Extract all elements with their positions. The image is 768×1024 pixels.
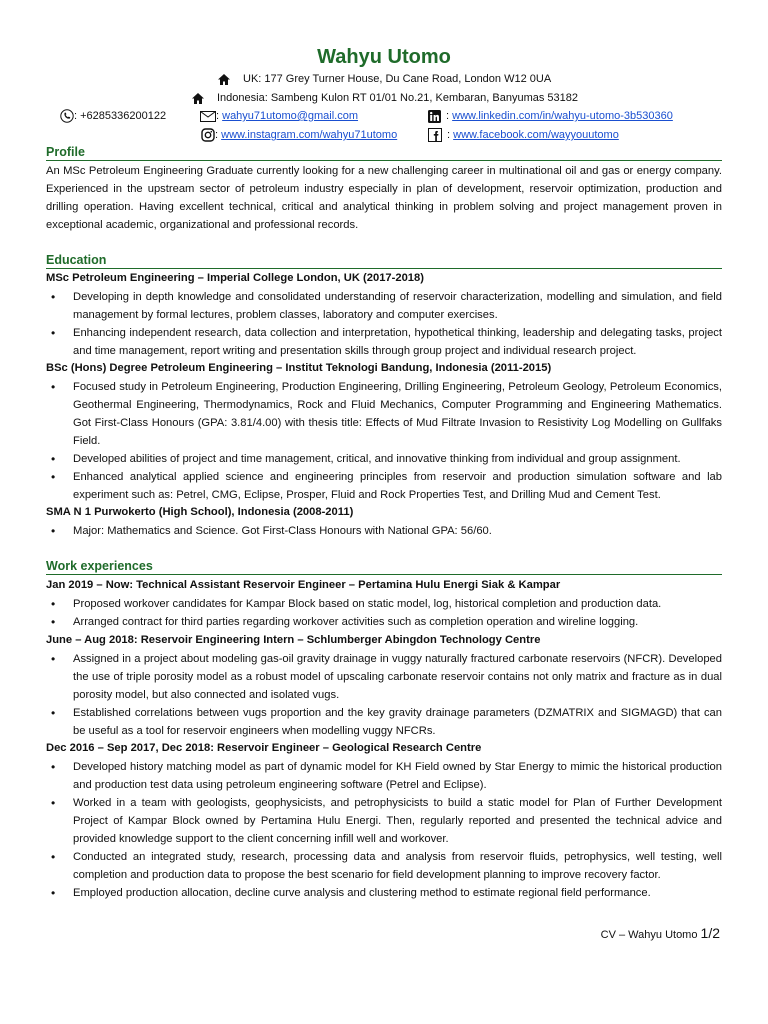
list-item: • Employed production allocation, decline curve analysis and clustering method to estimate regional field performance. <box>46 884 722 902</box>
education-bsc-bullets <box>46 378 722 504</box>
education-entry-highschool: SMA N 1 Purwokerto (High School), Indonesia (2008-2011) <box>46 506 354 518</box>
email-separator: : <box>216 110 223 122</box>
instagram-separator: : <box>215 129 222 141</box>
list-item: • Conducted an integrated study, research, processing data and analysis from reservoir fluids, petrophysics, well testing, well completion and production data to propose the best scenario for field development planning to improve recovery factor. <box>46 848 722 884</box>
education-heading: Education <box>46 252 722 269</box>
facebook <box>428 127 619 143</box>
profile-text: An MSc Petroleum Engineering Graduate currently looking for a new challenging career in multinational oil and gas or energy company. Experienced in the upstream sector of petroleum industry especially in plan of development, reservoir optimization, production and drilling operation. Having excellent technical, critical and analytical thinking in problem solving and project management proven in exceptional academic, organizational and professional records. <box>46 165 722 231</box>
list-item: • Focused study in Petroleum Engineering, Production Engineering, Drilling Engineering, Petroleum Geology, Petroleum Economics, Geothermal Engineering, Thermodynamics, Rock and Fluid Mechanics, Computer Programming and Engineering Mathematics. Got First-Class Honours (GPA: 3.81/4.00) with thesis title: Effects of Mud Filtrate Invasion to Resistivity Log Modelling on Gullfaks Field. <box>46 378 722 450</box>
work-pertamina-bullets <box>46 595 722 631</box>
email-icon <box>200 111 216 122</box>
list-item: • Developing in depth knowledge and consolidated understanding of reservoir characterization, modelling and simulation, and field management by formal lectures, problem classes, laboratory and computer exercises. <box>46 288 722 324</box>
list-item: • Major: Mathematics and Science. Got First-Class Honours with National GPA: 56/60. <box>46 522 722 540</box>
instagram-icon <box>201 128 215 142</box>
email <box>200 108 358 124</box>
instagram <box>201 127 397 143</box>
list-item: • Worked in a team with geologists, geophysicists, and petrophysicists to build a static model for Plan of Further Development Project of Kampar Block owned by Pertamina Hulu Energi. Then, regularly reported and presented the technical advice and provided knowledge support to the client concerning infill well and workover. <box>46 794 722 848</box>
address-indonesia <box>192 90 578 106</box>
education-entry-bsc: BSc (Hons) Degree Petroleum Engineering – Institut Teknologi Bandung, Indonesia (2011-2015) <box>46 362 552 374</box>
home-icon <box>218 74 230 85</box>
list-item: • Arranged contract for third parties regarding workover activities such as completion operation and wireline logging. <box>46 613 722 631</box>
education-highschool-bullets <box>46 522 722 540</box>
instagram-link[interactable]: www.instagram.com/wahyu71utomo <box>221 129 398 141</box>
work-schlumberger-bullets <box>46 650 722 740</box>
list-item: • Assigned in a project about modeling gas-oil gravity drainage in vuggy naturally fractured carbonate reservoirs (NFCR). Developed the use of triple porosity model as a robust model of upscaling carbonate reservoir contains not only matrix and fracture as in dual porosity model, but also connected and isolated vugs. <box>46 650 722 704</box>
list-item: • Established correlations between vugs proportion and the key gravity drainage parameters (DZMATRIX and SIGMAGD) that can be useful as a tool for reservoir engineers when modelling vuggy NFCRs. <box>46 704 722 740</box>
candidate-name: Wahyu Utomo <box>317 46 451 68</box>
list-item: • Proposed workover candidates for Kampar Block based on static model, log, historical completion and production data. <box>46 595 722 613</box>
email-link[interactable]: wahyu71utomo@gmail.com <box>222 110 359 122</box>
linkedin-link[interactable]: www.linkedin.com/in/wahyu-utomo-3b530360 <box>452 110 673 122</box>
list-item: • Developed abilities of project and time management, critical, and innovative thinking from individual and group assignment. <box>46 450 722 468</box>
work-entry-schlumberger: June – Aug 2018: Reservoir Engineering Intern – Schlumberger Abingdon Technology Centre <box>46 634 541 646</box>
address-uk <box>218 71 551 87</box>
footer-label: CV – Wahyu Utomo <box>600 929 701 941</box>
facebook-separator: : <box>447 129 454 141</box>
page-number: 1/2 <box>700 925 720 941</box>
address-indonesia-text: Indonesia: Sambeng Kulon RT 01/01 No.21, Kembaran, Banyumas 53182 <box>217 92 579 104</box>
phone-icon <box>60 109 74 123</box>
education-entry-msc: MSc Petroleum Engineering – Imperial College London, UK (2017-2018) <box>46 272 424 284</box>
facebook-icon <box>428 128 442 142</box>
work-entry-pertamina: Jan 2019 – Now: Technical Assistant Reservoir Engineer – Pertamina Hulu Energi Siak & Kampar <box>46 579 561 591</box>
phone-text: : +6285336200122 <box>74 110 167 122</box>
work-entry-grc: Dec 2016 – Sep 2017, Dec 2018: Reservoir Engineer – Geological Research Centre <box>46 742 482 754</box>
phone <box>60 108 166 124</box>
linkedin-separator: : <box>446 110 453 122</box>
list-item: • Developed history matching model as part of dynamic model for KH Field owned by Star Energy to mimic the historical production and production test data using petroleum engineering software (Petrel and Eclipse). <box>46 758 722 794</box>
work-heading: Work experiences <box>46 558 722 575</box>
home-icon <box>192 93 204 104</box>
page-footer <box>601 925 720 943</box>
education-msc-bullets <box>46 288 722 360</box>
work-grc-bullets <box>46 758 722 902</box>
linkedin <box>428 108 673 124</box>
address-uk-text: UK: 177 Grey Turner House, Du Cane Road, London W12 0UA <box>243 73 552 85</box>
linkedin-icon <box>428 110 441 123</box>
profile-heading: Profile <box>46 144 722 161</box>
list-item: • Enhanced analytical applied science and engineering principles from reservoir and production simulation software and lab experiment such as: Petrel, CMG, Eclipse, Prosper, Fluid and Rock Properties Test, and Drilling Mud and Cement Test. <box>46 468 722 504</box>
list-item: • Enhancing independent research, data collection and interpretation, hypothetical thinking, leadership and delegating tasks, project and time management, report writing and presentation skills through group project and individual research project. <box>46 324 722 360</box>
facebook-link[interactable]: www.facebook.com/wayyouutomo <box>453 129 619 141</box>
